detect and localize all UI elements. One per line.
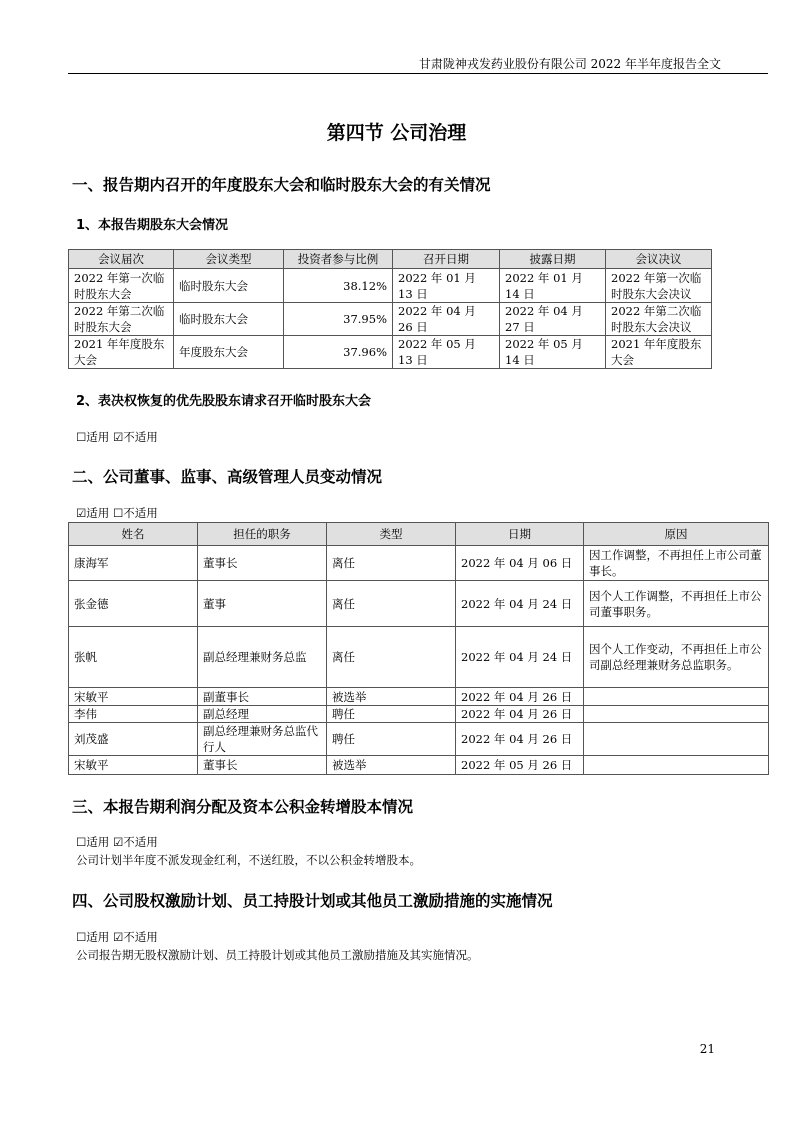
- table-row: [69, 688, 769, 706]
- column-header: 日期: [456, 523, 584, 546]
- table-cell: 2022 年 01 月 13 日: [393, 269, 500, 303]
- column-header: 原因: [584, 523, 769, 546]
- page-title: 第四节 公司治理: [326, 122, 467, 144]
- table-cell: 副总经理: [198, 706, 327, 723]
- table-cell: 年度股东大会: [174, 336, 284, 369]
- table-cell: 离任: [327, 627, 456, 688]
- table-cell: 2022 年 05 月 14 日: [500, 336, 606, 369]
- table-cell: 2022 年 05 月 26 日: [456, 756, 584, 775]
- section-2-heading: 二、公司董事、监事、高级管理人员变动情况: [72, 468, 383, 486]
- column-header: 披露日期: [500, 250, 606, 269]
- table-cell: 因工作调整，不再担任上市公司董事长。: [584, 546, 769, 581]
- table-cell: 37.95%: [284, 303, 393, 336]
- table-cell: 聘任: [327, 706, 456, 723]
- table-row: [69, 627, 769, 688]
- table-cell: 37.96%: [284, 336, 393, 369]
- table-cell: 38.12%: [284, 269, 393, 303]
- column-header: 姓名: [69, 523, 198, 546]
- table-cell: 董事长: [198, 546, 327, 581]
- table-cell: 2022 年第一次临时股东大会: [69, 269, 174, 303]
- column-header: 会议决议: [606, 250, 712, 269]
- table-cell: 2022 年 01 月 14 日: [500, 269, 606, 303]
- table-cell: [584, 723, 769, 756]
- table-cell: 康海军: [69, 546, 198, 581]
- table-cell: 2022 年 05 月 13 日: [393, 336, 500, 369]
- applicability-checkbox: ☐适用 ☑不适用: [76, 430, 158, 444]
- column-header: 会议届次: [69, 250, 174, 269]
- table-cell: 副董事长: [198, 688, 327, 706]
- table-cell: 副总经理兼财务总监代行人: [198, 723, 327, 756]
- table-cell: 2022 年 04 月 27 日: [500, 303, 606, 336]
- section-1-2-heading: 2、表决权恢复的优先股股东请求召开临时股东大会: [76, 394, 372, 409]
- table-row: [69, 546, 769, 581]
- table-row: [69, 581, 769, 627]
- table-header-row: [69, 523, 769, 546]
- table-row: [69, 269, 712, 303]
- table-row: [69, 723, 769, 756]
- table-cell: 2022 年 04 月 26 日: [393, 303, 500, 336]
- table-cell: 2022 年 04 月 26 日: [456, 723, 584, 756]
- table-cell: 董事长: [198, 756, 327, 775]
- table-cell: 2022 年 04 月 06 日: [456, 546, 584, 581]
- table-cell: 2022 年 04 月 26 日: [456, 688, 584, 706]
- section-1-heading: 一、报告期内召开的年度股东大会和临时股东大会的有关情况: [72, 176, 491, 194]
- section-4-text: 公司报告期无股权激励计划、员工持股计划或其他员工激励措施及其实施情况。: [76, 948, 479, 962]
- column-header: 担任的职务: [198, 523, 327, 546]
- column-header: 类型: [327, 523, 456, 546]
- section-3-text: 公司计划半年度不派发现金红利，不送红股，不以公积金转增股本。: [76, 853, 421, 867]
- table-cell: 李伟: [69, 706, 198, 723]
- table-cell: 因个人工作调整，不再担任上市公司董事职务。: [584, 581, 769, 627]
- table-row: [69, 706, 769, 723]
- column-header: 召开日期: [393, 250, 500, 269]
- table-cell: 聘任: [327, 723, 456, 756]
- table-cell: 临时股东大会: [174, 303, 284, 336]
- table-cell: 2022 年 04 月 26 日: [456, 706, 584, 723]
- table-cell: 2022 年第二次临时股东大会: [69, 303, 174, 336]
- table-cell: 因个人工作变动，不再担任上市公司副总经理兼财务总监职务。: [584, 627, 769, 688]
- table-cell: 张金德: [69, 581, 198, 627]
- column-header: 投资者参与比例: [284, 250, 393, 269]
- table-cell: 2022 年 04 月 24 日: [456, 627, 584, 688]
- running-header: 甘肃陇神戎发药业股份有限公司 2022 年半年度报告全文: [418, 57, 721, 71]
- table-cell: 被选举: [327, 756, 456, 775]
- header-divider: [68, 73, 768, 74]
- table-cell: 离任: [327, 581, 456, 627]
- table-cell: 2022 年 04 月 24 日: [456, 581, 584, 627]
- table-cell: 2022 年第一次临时股东大会决议: [606, 269, 712, 303]
- shareholder-meeting-table: [68, 249, 712, 369]
- table-cell: [584, 706, 769, 723]
- table-cell: 离任: [327, 546, 456, 581]
- table-cell: 2021 年年度股东大会: [69, 336, 174, 369]
- column-header: 会议类型: [174, 250, 284, 269]
- section-3-heading: 三、本报告期利润分配及资本公积金转增股本情况: [72, 798, 414, 816]
- table-row: [69, 756, 769, 775]
- table-cell: 宋敏平: [69, 756, 198, 775]
- applicability-checkbox: ☐适用 ☑不适用: [76, 835, 158, 849]
- applicability-checkbox: ☑适用 ☐不适用: [76, 506, 158, 520]
- table-cell: 临时股东大会: [174, 269, 284, 303]
- table-cell: 刘茂盛: [69, 723, 198, 756]
- table-cell: [584, 756, 769, 775]
- table-cell: 被选举: [327, 688, 456, 706]
- table-row: [69, 336, 712, 369]
- personnel-change-table: [68, 522, 769, 775]
- table-cell: 副总经理兼财务总监: [198, 627, 327, 688]
- table-cell: 2022 年第二次临时股东大会决议: [606, 303, 712, 336]
- section-4-heading: 四、公司股权激励计划、员工持股计划或其他员工激励措施的实施情况: [72, 892, 553, 910]
- table-cell: 宋敏平: [69, 688, 198, 706]
- applicability-checkbox: ☐适用 ☑不适用: [76, 930, 158, 944]
- section-1-1-heading: 1、本报告期股东大会情况: [76, 218, 229, 233]
- table-row: [69, 303, 712, 336]
- table-cell: 董事: [198, 581, 327, 627]
- table-cell: 2021 年年度股东大会: [606, 336, 712, 369]
- table-header-row: [69, 250, 712, 269]
- table-cell: [584, 688, 769, 706]
- table-cell: 张帆: [69, 627, 198, 688]
- page-number: 21: [699, 1042, 715, 1056]
